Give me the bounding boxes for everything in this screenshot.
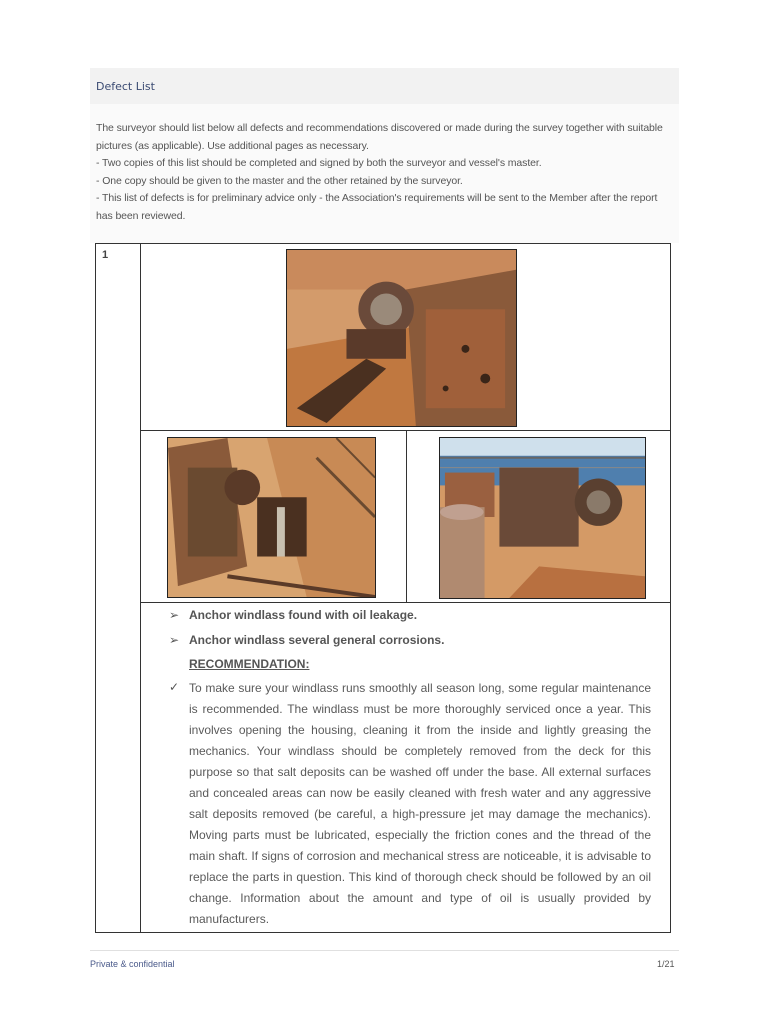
arrow-bullet-icon: ➢ [169,608,180,622]
windlass-photo-right-icon [439,437,646,599]
footer-divider [90,950,679,951]
defect-table [95,243,671,933]
windlass-photo-top-icon [286,249,517,427]
section-header [90,68,679,104]
defect-number: 1 [102,249,109,261]
recommendation-heading: RECOMMENDATION: [189,657,310,671]
arrow-bullet-icon: ➢ [169,633,180,647]
finding-text: Anchor windlass several general corrosions. [189,633,445,647]
intro-line: - This list of defects is for preliminary advice only - the Association's requirements will be sent to the Member after the report has been reviewed. [96,192,658,222]
recommendation-text: To make sure your windlass runs smoothly all season long, some regular maintenance is recommended. The windlass must be more thoroughly serviced once a year. This involves opening the housing, cleaning it from the inside and lightly greasing the mechanics. Your windlass should be completely removed from the deck for this purpose so that salt deposits can be washed off under the base. All external surfaces and concealed areas can now be easily cleaned with fresh water and any aggressive salt deposits removed (be careful, a high-pressure jet may damage the mechanics). Moving parts must be lubricated, especially the friction cones and the thread of the main shaft. If signs of corrosion and mechanical stress are noticeable, it is advisable to replace the parts in question. This kind of thorough check should be followed by an oil change. Information about the amount and type of oil is usually provided by manufacturers. [189,681,651,926]
windlass-photo-left-icon [167,437,376,598]
intro-line: - Two copies of this list should be completed and signed by both the surveyor and vessel's master. [96,157,542,169]
document-page [90,68,679,926]
photo-row-top [141,244,670,431]
section-title: Defect List [96,79,155,93]
photo-row-bottom [141,431,670,603]
intro-line: The surveyor should list below all defects and recommendations discovered or made during the survey together with suitable pictures (as applicable). Use additional pages as necessary. [96,122,663,152]
findings-cell [141,603,670,932]
check-bullet-icon: ✓ [169,680,180,694]
defect-number-cell [96,244,141,932]
cell-divider [406,431,407,602]
intro-line: - One copy should be given to the master and the other retained by the surveyor. [96,174,463,187]
page-number: 1/21 [657,959,675,969]
finding-text: Anchor windlass found with oil leakage. [189,608,418,622]
intro-instructions [90,104,679,243]
footer-confidentiality: Private & confidential [90,959,175,969]
